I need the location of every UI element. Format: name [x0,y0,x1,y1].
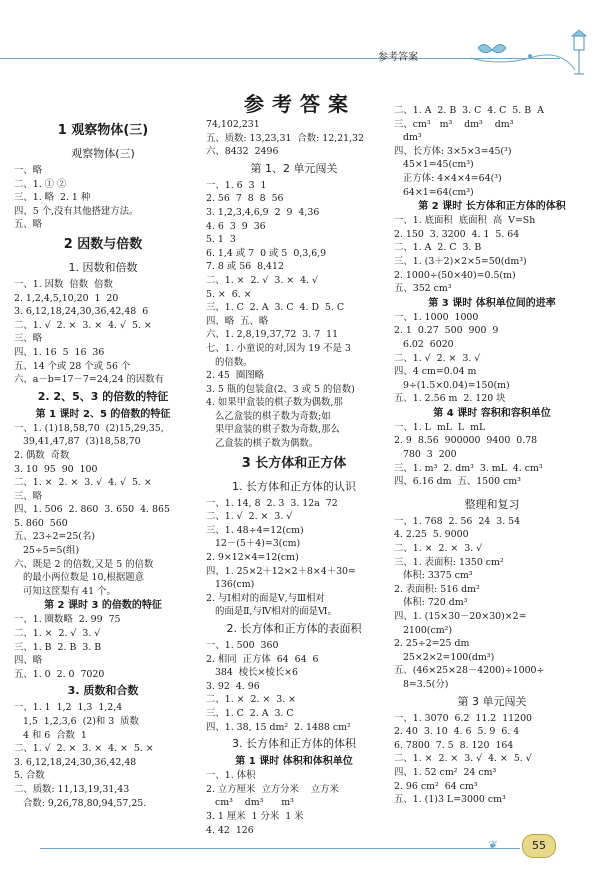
answer-line: 三、1. m³ 2. dm³ 3. mL 4. cm³ [394,462,543,474]
answer-line: 25×2×2=100(dm³) [394,651,495,663]
answer-line: 25÷5=5(组) [14,545,80,557]
answer-line: 的面是Ⅱ,与Ⅳ相对的面是Ⅵ。 [206,606,337,618]
answer-line: 五、352 cm³ [394,283,452,295]
answer-line: 五、1. 2.56 m 2. 120 块 [394,393,506,405]
answer-line: 二、1. √ 2. × 3. √ [394,352,481,364]
answer-line: 二、质数: 11,13,19,31,43 [14,783,130,795]
answer-line: 3. 1 厘米 1 分米 1 米 [206,810,304,822]
answer-line: 可知这筐梨有 41 个。 [14,585,116,597]
subsection-heading: 观察物体(三) [71,147,135,160]
lesson-heading: 第 2 课时 长方体和正方体的体积 [418,201,566,213]
answer-line: 5. 860 560 [14,517,68,529]
answer-line: 4 和 6 合数 1 [14,729,87,741]
answer-line: 4. 2.25 5. 9000 [394,529,469,541]
answer-line: 三、略 [14,490,43,502]
answer-line: 12－(5＋4)=3(cm) [206,538,301,550]
answer-line: 3. 1,2,3,4,6,9 2 9 4,36 [206,206,320,218]
subsection-heading: 3. 长方体和正方体的体积 [232,737,356,751]
answer-line: 2. 偶数 奇数 [14,449,70,461]
answer-column-1 [14,118,192,810]
answer-line: 五、23÷2=25(名) [14,531,95,543]
answer-line: 一、1. 1 1,2 1,3 1,2,4 [14,702,123,714]
answer-line: 一、1. 3070 6.2 11.2 11200 [394,712,533,724]
answer-line: 的最小两位数是 10,根据题意 [14,572,144,584]
answer-line: 二、1. √ 2. × 3. × 4. √ 5. × [14,319,152,331]
answer-line: 一、1. 因数 倍数 倍数 [14,278,113,290]
answer-line: 二、1. ① ② [14,178,67,190]
answer-line: 一、略 [14,165,43,176]
answer-line: 二、1. × 2. × 3. √ [394,543,483,555]
answer-line: dm³ [394,132,422,144]
answer-line: 2. 相同 正方体 64 64 6 [206,653,319,665]
answer-line: 3. 10 95 90 100 [14,463,98,475]
subsection-heading: 3. 质数和合数 [67,684,139,698]
subsection-heading: 1. 因数和倍数 [68,260,138,274]
lesson-heading: 第 4 课时 容积和容积单位 [433,407,551,419]
subsection-heading: 2. 2、5、3 的倍数的特征 [37,389,169,403]
answer-line: 体积: 720 dm³ [394,597,468,609]
answer-line: 2. 1 0.27 500 900 9 [394,325,499,337]
answer-line: 四、1. 38, 15 dm² 2. 1488 cm² [206,721,351,733]
section-heading: 2 因数与倍数 [63,236,143,252]
answer-line: 一、1. 500 360 [206,640,279,651]
answer-line: 一、1. 底面积 底面积 高 V=Sh [394,215,536,227]
footer-line [40,848,520,849]
answer-line: cm³ dm³ m³ [206,797,294,809]
answer-line: 正方体: 4×4×4=64(³) [394,172,502,184]
answer-line: 四、1. 52 cm² 24 cm³ [394,766,497,778]
answer-line: 果甲盒装的棋子数为奇数,那么 [206,424,340,436]
answer-line: 二、1. × 2. × 3. √ 4. √ 5. × [14,477,152,489]
answer-line: 六、1. 2,8,19,37,72 3. 7 11 [206,329,339,341]
answer-line: 六、既是 2 的倍数,又是 5 的倍数 [14,558,154,570]
answer-column-2 [206,118,382,837]
page-title: 参考答案 [244,92,356,116]
answer-line: 一、1. 体积 [206,770,256,782]
header-decoration-icon [470,28,595,80]
answer-line: 五、略 [14,219,43,231]
answer-line: 四、1. 16 5 16 36 [14,346,105,358]
answer-line: 三、略 [14,333,43,345]
answer-line: 一、1. 6 3 1 [206,179,267,191]
answer-line: 五、1. 0 2. 0 7020 [14,668,105,680]
answer-line: 二、1. √ 2. × 3. × 4. × 5. × [14,743,154,755]
answer-line: 39,41,47,87 (3)18,58,70 [14,436,141,448]
answer-line: 2. 表面积: 516 dm² [394,583,480,595]
subsection-heading: 第 3 单元闯关 [457,694,527,708]
answer-line: 五、1. (1)3 L=3000 cm³ [394,794,506,806]
answer-line: 二、1. × 2. √ 3. × 4. √ [206,274,318,286]
answer-line: 二、1. A 2. B 3. C 4. C 5. B A [394,105,544,116]
answer-line: 一、1. 1000 1000 [394,311,479,323]
lesson-heading: 第 1 课时 2、5 的倍数的特征 [35,408,171,420]
answer-line: 四、1. 506 2. 860 3. 650 4. 865 [14,504,170,516]
bird-icon: ❦ [488,838,499,852]
answer-line: 么乙盒装的棋子数为奇数;如 [206,410,331,422]
answer-line: 四、1. 25×2＋12×2＋8×4＋30= [206,565,356,577]
answer-line: 6. 1,4 或 7 0 或 5 0,3,6,9 [206,247,327,259]
page-number: 55 [522,834,556,858]
answer-line: 2. 1000÷(50×40)=0.5(m) [394,269,516,281]
answer-line: 五、质数: 13,23,31 合数: 12,21,32 [206,132,364,144]
answer-line: 乙盒装的棋子数为偶数。 [206,438,319,450]
answer-line: 2. 25÷2=25 dm [394,638,470,650]
lesson-heading: 第 2 课时 3 的倍数的特征 [44,600,162,612]
answer-line: 体积: 3375 cm³ [394,570,473,582]
answer-line: 一、1. 圈数略 2. 99 75 [14,614,121,626]
answer-line: 四、6.16 dm 五、1500 cm³ [394,476,521,488]
answer-line: 384 棱长×棱长×6 [206,667,298,679]
answer-line: 8=3.5(分) [394,678,449,690]
subsection-heading: 整理和复习 [464,497,520,511]
answer-line: 三、1. C 2. A 3. C 4. D 5. C [206,302,345,314]
lesson-heading: 第 3 课时 体积单位间的进率 [428,297,556,309]
answer-line: 5. 1 3 [206,234,236,246]
answer-line: 四、1. (15×30－20×30)×2= [394,611,527,622]
answer-line: 4. 6 3 9 36 [206,220,266,232]
answer-line: 二、1. × 2. √ 3. √ [14,628,101,640]
header-label: 参考答案 [378,52,418,63]
answer-line: 一、1. (1)18,58,70 (2)15,29,35, [14,422,164,434]
answer-line: 6.02 6020 [394,338,454,350]
answer-line: 二、1. √ 2. × 3. √ [206,511,293,523]
answer-line: 六、a－b=17－7=24,24 的因数有 [14,374,165,386]
answer-line: 一、1. 768 2. 56 24 3. 54 [394,515,521,527]
answer-line: 136(cm) [206,579,255,591]
answer-line: 3. 5 瓶的包装盒(2、3 或 5 的倍数) [206,383,355,395]
answer-column-3 [394,104,590,807]
answer-line: 9÷(1.5×0.04)=150(m) [394,379,510,391]
answer-line: 2. 150 3. 3200 4. 1 5. 64 [394,228,520,240]
answer-line: 四、5 个,没有其他搭建方法。 [14,205,139,217]
answer-line: 五、14 个或 28 个或 56 个 [14,360,131,372]
answer-line: 三、1. 48÷4=12(cm) [206,524,304,536]
answer-line: 二、1. × 2. × 3. √ 4. × 5. √ [394,753,532,765]
answer-line: 三、1. 表面积: 1350 cm² [394,556,504,568]
answer-line: 七、1. 小童说的对,因为 19 不是 3 [206,342,351,354]
subsection-heading: 1. 长方体和正方体的认识 [232,479,356,493]
answer-line: 四、长方体: 3×5×3=45(³) [394,145,512,157]
answer-line: 三、1. (3＋2)×2×5=50(dm³) [394,255,527,267]
answer-line: 2. 9×12×4=12(cm) [206,552,299,564]
section-heading: 3 长方体和正方体 [241,455,347,471]
subsection-heading: 第 1、2 单元闯关 [250,161,338,175]
answer-line: 5. × 6. × [206,288,252,300]
answer-line: 六、8432 2496 [206,146,279,158]
answer-line: 2. 1,2,4,5,10,20 1 20 [14,292,119,304]
answer-line: 二、1. A 2. C 3. B [394,242,482,254]
answer-line: 二、1. × 2. × 3. × [206,694,297,706]
answer-line: 2100(cm²) [394,624,453,636]
answer-line: 4. 如果甲盒装的棋子数为偶数,那 [206,397,343,409]
answer-line: 2. 立方厘米 立方分米 立方米 [206,783,339,795]
lesson-heading: 第 1 课时 体积和体积单位 [235,756,353,768]
answer-line: 一、1. L mL L mL [394,421,486,433]
answer-line: 2. 与Ⅰ相对的面是Ⅴ,与Ⅲ相对 [206,592,325,604]
answer-line: 三、1. C 2. A 3. C [206,707,294,719]
answer-line: 3. 6,12,18,24,30,36,42,48 [14,756,137,768]
answer-line: 一、1. 14, 8 2. 3 3. 12a 72 [206,497,338,509]
answer-line: 四、略 五、略 [206,315,269,327]
answer-line: 5. 合数 [14,770,45,782]
answer-line: 1,5 1,2,3,6 (2)和 3 质数 [14,716,139,727]
answer-line: 三、cm³ m³ dm³ dm³ [394,118,514,130]
answer-line: 2. 96 cm² 64 cm³ [394,780,478,792]
answer-line: 三、1. 略 2. 1 种 [14,192,91,204]
answer-line: 6. 7800 7. 5 8. 120 164 [394,739,514,751]
subsection-heading: 2. 长方体和正方体的表面积 [226,622,362,635]
answer-line: 7. 8 或 56 8,412 [206,261,284,273]
answer-line: 四、4 cm=0.04 m [394,366,477,378]
answer-line: 2. 9 8.56 900000 9400 0.78 [394,435,538,447]
answer-line: 64×1=64(cm³) [394,186,474,198]
answer-line: 三、1. B 2. B 3. B [14,641,102,653]
answer-line: 780 3 200 [394,449,457,461]
answer-line: 2. 56 7 8 8 56 [206,193,284,205]
answer-line: 的倍数。 [206,356,253,368]
answer-line: 2. 40 3. 10 4. 6 5. 9 6. 4 [394,726,520,738]
answer-line: 五、(46×25×28－4200)÷1000÷ [394,665,545,677]
answer-line: 3. 6,12,18,24,30,36,42,48 6 [14,306,149,318]
answer-line: 3. 92 4. 96 [206,680,260,692]
section-heading: 1 观察物体(三) [57,123,149,138]
answer-line: 45×1=45(cm³) [394,159,474,171]
answer-line: 74,102,231 [206,119,260,130]
answer-line: 合数: 9,26,78,80,94,57,25. [14,797,147,809]
answer-line: 四、略 [14,655,43,667]
answer-line: 2. 45 圈图略 [206,370,264,382]
answer-line: 4. 42 126 [206,824,254,836]
